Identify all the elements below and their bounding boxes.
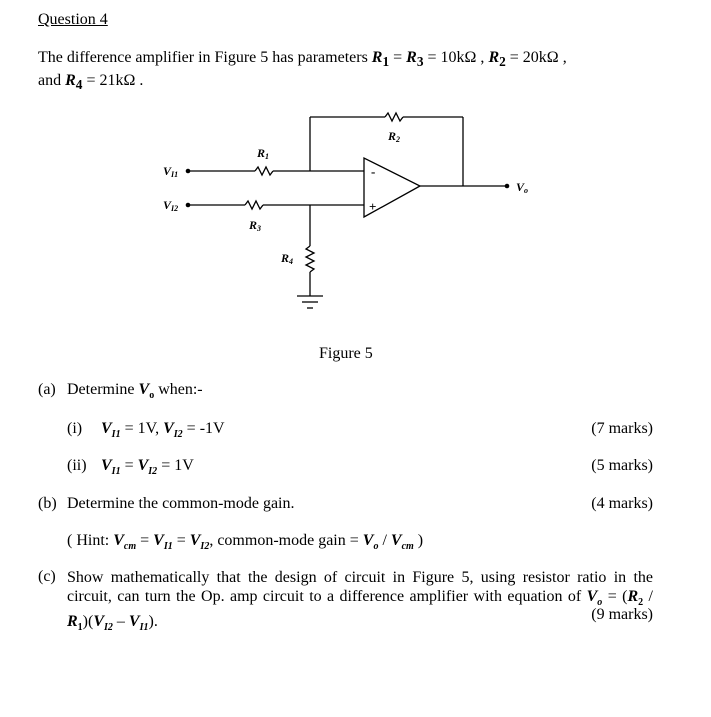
part-a-label: (a) bbox=[38, 381, 56, 398]
label-vi2: VI2 bbox=[163, 198, 179, 213]
terminal-vi1 bbox=[186, 169, 191, 174]
part-a-i-label: (i) bbox=[67, 420, 83, 437]
label-r1: R1 bbox=[257, 146, 270, 161]
circuit-diagram bbox=[0, 0, 711, 340]
figure-caption: Figure 5 bbox=[319, 345, 373, 362]
label-r4: R4 bbox=[281, 251, 294, 266]
terminal-vi2 bbox=[186, 203, 191, 208]
terminal-vo bbox=[505, 184, 510, 189]
part-a-ii-label: (ii) bbox=[67, 457, 87, 474]
part-b-marks: (4 marks) bbox=[591, 495, 653, 512]
resistor-r4 bbox=[306, 246, 314, 272]
part-a-ii-text: $V_{I1} = V_{I2} = 1V$ bbox=[101, 457, 194, 478]
label-vi1: VI1 bbox=[163, 164, 179, 179]
part-c-marks: (9 marks) bbox=[591, 606, 653, 623]
part-b-hint: ( Hint: $V_{cm} = V_{I1} = V_{I2}$, common-mode gain = $V_o / V_{cm}$ ) bbox=[67, 532, 424, 553]
part-b-label: (b) bbox=[38, 495, 57, 512]
part-a-ii-marks: (5 marks) bbox=[591, 457, 653, 474]
question-heading: Question 4 bbox=[38, 11, 108, 28]
part-a-i-marks: (7 marks) bbox=[591, 420, 653, 437]
question-intro: The difference amplifier in Figure 5 has parameters $R_1 = R_3 = 10k\Omega$ , $R_2 = 20k\Omega$ , and $R_4 = 21k\Omega$ . bbox=[38, 49, 567, 93]
label-vo: Vo bbox=[516, 180, 529, 195]
part-c-text: Show mathematically that the design of circuit in Figure 5, using resistor ratio in the circuit, can turn the Op. amp circuit to a difference amplifier with equation of $V_o = (R_2 / R_1)(V_{I2} - V_{I1})$. bbox=[67, 569, 653, 634]
resistor-r3 bbox=[245, 201, 263, 209]
label-r2: R2 bbox=[388, 129, 401, 144]
resistor-r1 bbox=[255, 167, 273, 175]
part-a-i-text: $V_{I1} = 1V$, $V_{I2} = -1V$ bbox=[101, 420, 225, 441]
opamp-minus: - bbox=[371, 164, 376, 179]
label-r3: R3 bbox=[249, 218, 262, 233]
part-a-text: Determine $V_o$ when:- bbox=[67, 381, 203, 402]
part-c-label: (c) bbox=[38, 568, 56, 585]
part-b-text: Determine the common-mode gain. bbox=[67, 495, 295, 512]
opamp-plus: + bbox=[369, 199, 377, 214]
resistor-r2 bbox=[385, 113, 403, 121]
